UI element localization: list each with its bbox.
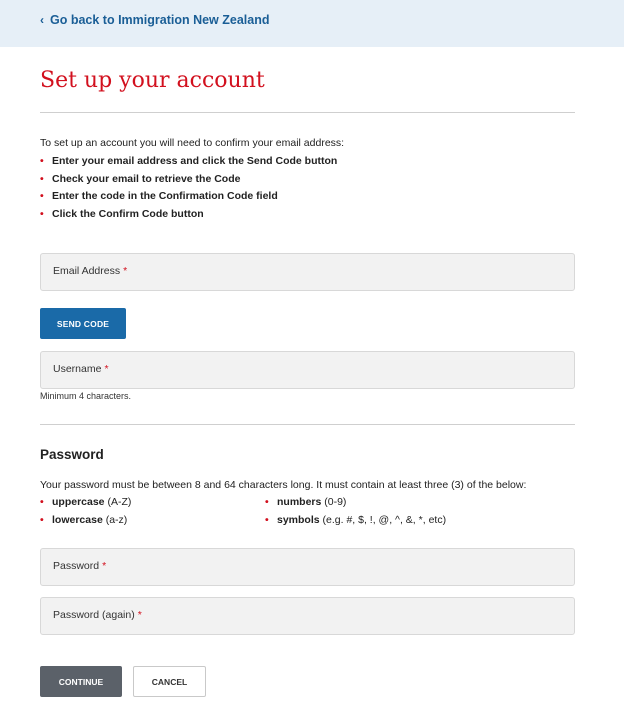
step-text: Check your email to retrieve the Code (52, 172, 241, 185)
rule-name: uppercase (52, 496, 105, 508)
list-item (40, 171, 337, 189)
username-hint: Minimum 4 characters. (40, 391, 132, 401)
back-link[interactable] (40, 13, 269, 27)
bullet-icon: • (40, 496, 44, 508)
password-again-field-label: Password (again) * (53, 609, 142, 621)
list-item (40, 512, 131, 530)
title-divider (40, 112, 575, 113)
list-item (40, 188, 337, 206)
page-title: Set up your account (40, 68, 265, 93)
top-bar (0, 0, 624, 47)
rule-name: lowercase (52, 513, 103, 526)
rule-detail: (a-z) (102, 513, 128, 526)
bullet-icon: • (265, 496, 269, 508)
continue-button[interactable]: CONTINUE (40, 666, 122, 697)
bullet-icon: • (40, 207, 44, 220)
rule-name: symbols (277, 513, 320, 526)
required-marker: * (104, 363, 109, 375)
email-field-label: Email Address * (53, 265, 128, 277)
required-marker: * (102, 560, 107, 572)
list-item (265, 512, 446, 530)
password-again-field[interactable] (40, 597, 575, 635)
bullet-icon: • (40, 513, 44, 526)
username-field-label: Username * (53, 363, 109, 375)
password-rules-right (265, 494, 446, 529)
bullet-icon: • (40, 172, 44, 185)
email-field[interactable] (40, 253, 575, 291)
list-item (40, 494, 131, 512)
bullet-icon: • (265, 513, 269, 526)
password-rules-left (40, 494, 131, 529)
back-link-label: Go back to Immigration New Zealand (50, 13, 270, 27)
bullet-icon: • (40, 155, 44, 167)
list-item (265, 494, 446, 512)
list-item (40, 206, 337, 224)
list-item (40, 153, 337, 171)
required-marker: * (123, 265, 128, 277)
step-text: Enter the code in the Confirmation Code field (52, 190, 278, 202)
chevron-left-icon: ‹ (40, 13, 44, 27)
rule-detail: (e.g. #, $, !, @, ^, &, *, etc) (319, 513, 447, 526)
username-field[interactable] (40, 351, 575, 389)
step-text: Enter your email address and click the Send Code button (52, 155, 338, 167)
password-section-title: Password (40, 447, 104, 462)
intro-text: To set up an account you will need to confirm your email address: (40, 137, 345, 149)
password-field-label: Password * (53, 560, 107, 572)
password-requirements-text: Your password must be between 8 and 64 characters long. It must contain at least three (3) of the below: (40, 479, 527, 491)
bullet-icon: • (40, 190, 44, 202)
send-code-button[interactable]: SEND CODE (40, 308, 126, 339)
rule-detail: (A-Z) (104, 496, 132, 508)
password-field[interactable] (40, 548, 575, 586)
step-text: Click the Confirm Code button (52, 207, 204, 220)
cancel-button[interactable]: CANCEL (133, 666, 206, 697)
section-divider (40, 424, 575, 425)
required-marker: * (137, 609, 142, 621)
steps-list (40, 153, 337, 223)
rule-name: numbers (277, 496, 322, 508)
rule-detail: (0-9) (321, 496, 347, 508)
